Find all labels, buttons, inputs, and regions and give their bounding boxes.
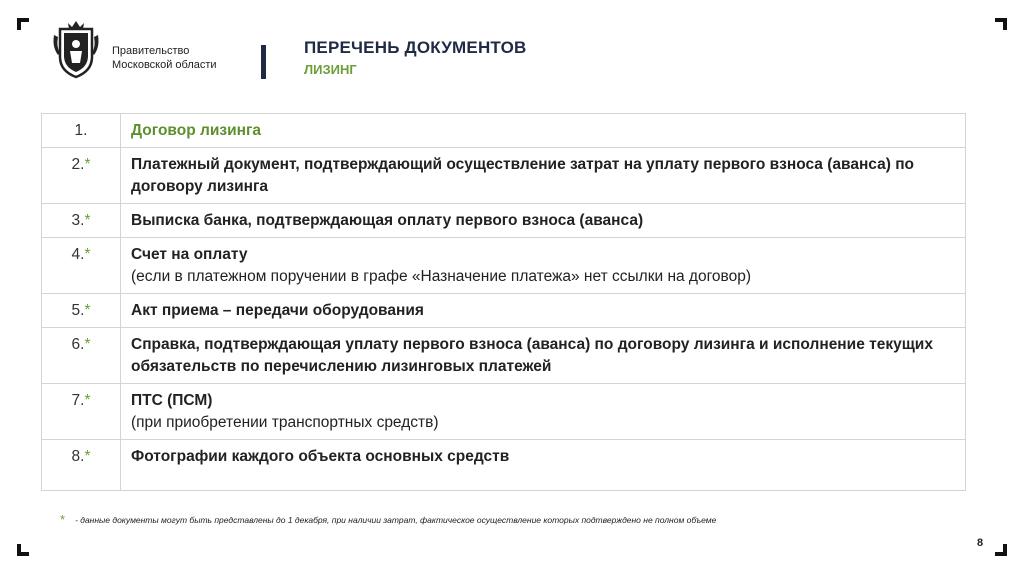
row-number-cell [42, 294, 121, 328]
row-number: 4. [71, 246, 85, 263]
footnote [60, 512, 716, 527]
row-asterisk: * [84, 212, 91, 229]
page-subtitle: ЛИЗИНГ [304, 62, 357, 77]
table-row [42, 328, 966, 384]
footnote-text: - данные документы могут быть представлены до 1 декабря, при наличии затрат, фактическое осуществление которых подтверждено не полном объеме [75, 515, 717, 525]
row-number: 5. [71, 302, 85, 319]
org-line-1: Правительство [112, 45, 190, 57]
document-name: Акт приема – передачи оборудования [131, 302, 424, 319]
footnote-asterisk: * [60, 512, 66, 527]
header-divider-bar [261, 45, 266, 79]
document-name-cell [121, 328, 966, 384]
row-number: 7. [71, 392, 85, 409]
row-number: 3. [71, 212, 85, 229]
row-number-cell [42, 328, 121, 384]
table-row [42, 204, 966, 238]
document-name: Счет на оплату [131, 246, 248, 263]
document-note: (если в платежном поручении в графе «Назначение платежа» нет ссылки на договор) [131, 268, 751, 285]
documents-table [41, 113, 966, 491]
corner-mark-bottom-right [995, 544, 1007, 556]
row-asterisk: * [84, 156, 91, 173]
org-line-2: Московской области [112, 59, 217, 71]
row-asterisk: * [84, 302, 91, 319]
row-asterisk: * [84, 392, 91, 409]
table-row [42, 294, 966, 328]
corner-mark-top-left [17, 18, 29, 30]
document-note: (при приобретении транспортных средств) [131, 414, 439, 431]
row-number-cell [42, 114, 121, 148]
document-name: Выписка банка, подтверждающая оплату первого взноса (аванса) [131, 212, 644, 229]
corner-mark-bottom-left [17, 544, 29, 556]
table-row [42, 238, 966, 294]
table-row [42, 148, 966, 204]
row-asterisk: * [84, 246, 91, 263]
document-name: Справка, подтверждающая уплату первого взноса (аванса) по договору лизинга и исполнение текущих обязательств по перечислению лизинговых платежей [131, 336, 933, 375]
organization-name [112, 44, 217, 72]
document-name-cell [121, 384, 966, 440]
page-title: ПЕРЕЧЕНЬ ДОКУМЕНТОВ [304, 38, 527, 57]
row-number: 1. [74, 122, 88, 139]
corner-mark-top-right [995, 18, 1007, 30]
document-name-cell [121, 148, 966, 204]
document-name-cell [121, 238, 966, 294]
coat-of-arms-icon [50, 17, 102, 79]
row-asterisk: * [84, 336, 91, 353]
document-name: ПТС (ПСМ) [131, 392, 213, 409]
row-number: 8. [71, 448, 85, 465]
document-name-cell [121, 294, 966, 328]
document-name-cell [121, 440, 966, 491]
row-number-cell [42, 204, 121, 238]
row-number-cell [42, 148, 121, 204]
document-name: Платежный документ, подтверждающий осуществление затрат на уплату первого взноса (аванса) по договору лизинга [131, 156, 915, 195]
row-number: 6. [71, 336, 85, 353]
document-name: Договор лизинга [131, 122, 262, 139]
row-number-cell [42, 384, 121, 440]
row-number-cell [42, 440, 121, 491]
row-asterisk: * [84, 448, 91, 465]
page-number: 8 [977, 537, 984, 549]
document-name-cell [121, 114, 966, 148]
table-row [42, 440, 966, 491]
row-number: 2. [71, 156, 85, 173]
table-row [42, 114, 966, 148]
document-name-cell [121, 204, 966, 238]
table-row [42, 384, 966, 440]
row-number-cell [42, 238, 121, 294]
document-name: Фотографии каждого объекта основных средств [131, 448, 510, 465]
